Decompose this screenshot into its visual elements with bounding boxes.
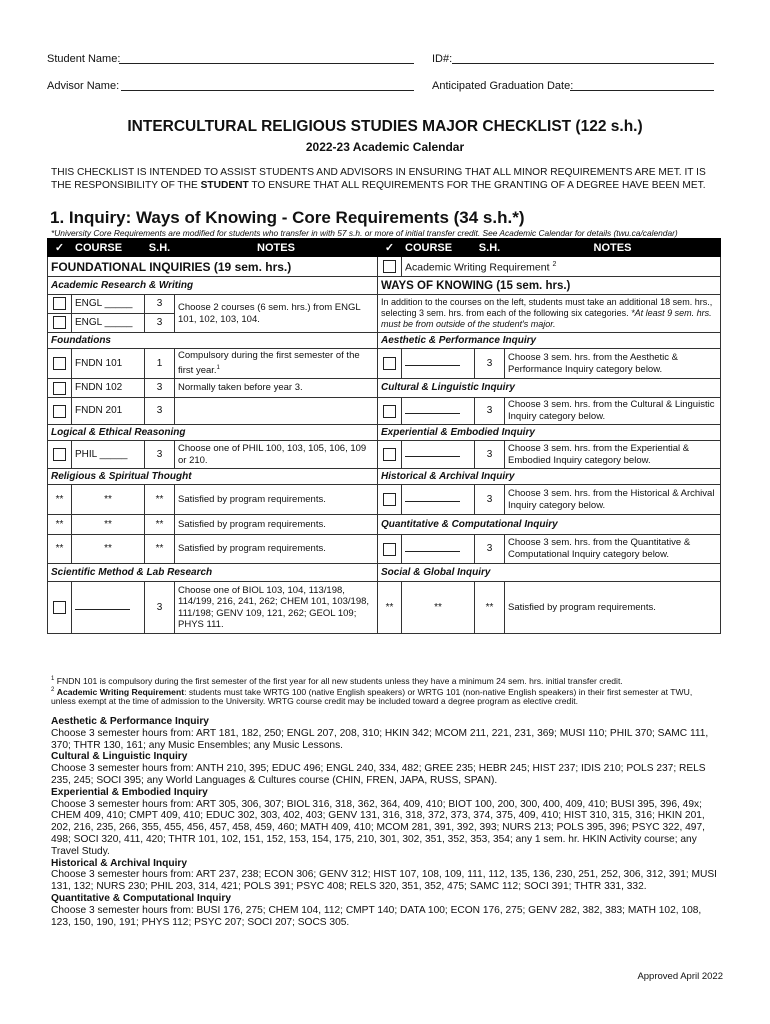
engl1-check[interactable] (48, 295, 72, 314)
academic-rw-heading: Academic Research & Writing (48, 277, 378, 295)
wok-note (378, 295, 721, 333)
fndn201-check[interactable] (48, 398, 72, 425)
religious-2-check: ** (48, 515, 72, 535)
id-label: ID#: (432, 53, 453, 65)
course-blank[interactable] (405, 357, 460, 366)
social-sh: ** (475, 582, 505, 634)
quantitative-note: Choose 3 sem. hrs. from the Quantitative & Computational Inquiry category below. (505, 535, 721, 564)
historical-note: Choose 3 sem. hrs. from the Historical & Archival Inquiry category below. (505, 485, 721, 515)
social-note: Satisfied by program requirements. (505, 582, 721, 634)
experiential-check[interactable] (378, 441, 402, 469)
course-blank[interactable] (405, 493, 460, 502)
cultural-check[interactable] (378, 398, 402, 425)
footnote-2-marker: 2 (51, 687, 55, 693)
approved-date: Approved April 2022 (637, 971, 723, 982)
engl-note: Choose 2 courses (6 sem. hrs.) from ENGL 101, 102, 103, 104. (175, 295, 378, 333)
category-text: Choose 3 semester hours from: ART 237, 238; ECON 306; GENV 312; HIST 107, 108, 109, 111, 112, 135, 136, 230, 251, 252, 306, 312, 391; MUSI 131, 132; NURS 230; PHIL 203, 314, 421; POLS 391; PSYC 408; RELS 320, 351, 352, 475; SAMC 112; SOCI 391; THTR 331, 332. (51, 869, 717, 893)
social-course: ** (402, 582, 475, 634)
phil-check[interactable] (48, 441, 72, 469)
course-blank[interactable] (405, 543, 460, 552)
intro-line-1: THIS CHECKLIST IS INTENDED TO ASSIST STUDENTS AND ADVISORS IN ENSURING THAT ALL MINOR REQUIREMENTS ARE MET. IT IS (51, 167, 706, 178)
religious-2-note: Satisfied by program requirements. (175, 515, 378, 535)
checkbox[interactable] (53, 405, 66, 418)
religious-2-course: ** (72, 515, 145, 535)
requirements-table (47, 238, 721, 634)
scientific-note: Choose one of BIOL 103, 104, 113/198, 114/199, 216, 241, 262; CHEM 101, 103/198, 111/198; GENV 109, 121, 262; GEOL 109; PHYS 111. (175, 582, 378, 634)
category-name: Aesthetic & Performance Inquiry (51, 716, 209, 727)
quantitative-heading: Quantitative & Computational Inquiry (378, 515, 721, 535)
checkbox[interactable] (383, 405, 396, 418)
foundational-heading: FOUNDATIONAL INQUIRIES (19 sem. hrs.) (48, 257, 378, 277)
cultural-note: Choose 3 sem. hrs. from the Cultural & Linguistic Inquiry category below. (505, 398, 721, 425)
engl2-course[interactable]: ENGL _____ (72, 314, 145, 333)
category-historical (51, 858, 721, 893)
quantitative-sh: 3 (475, 535, 505, 564)
social-check: ** (378, 582, 402, 634)
checkbox[interactable] (53, 448, 66, 461)
awr-row-check[interactable] (378, 257, 402, 277)
student-name-label: Student Name: (47, 53, 121, 65)
fndn102-sh: 3 (145, 379, 175, 398)
category-name: Historical & Archival Inquiry (51, 857, 188, 869)
awr-footnote-marker: 2 (552, 261, 557, 269)
checkbox[interactable] (53, 316, 66, 329)
section-1-note: *University Core Requirements are modified for students who transfer in with 57 s.h. or more of initial transfer credit. See Academic Calendar for details (twu.ca/calendar) (51, 228, 678, 238)
category-cultural (51, 751, 721, 786)
religious-3-note: Satisfied by program requirements. (175, 535, 378, 564)
scientific-check[interactable] (48, 582, 72, 634)
experiential-course[interactable] (402, 441, 475, 469)
aesthetic-sh: 3 (475, 349, 505, 379)
checkbox[interactable] (53, 601, 66, 614)
category-experiential (51, 787, 721, 858)
intro-line-2 (51, 180, 731, 193)
aesthetic-note: Choose 3 sem. hrs. from the Aesthetic & Performance Inquiry category below. (505, 349, 721, 379)
category-text: Choose 3 semester hours from: ANTH 210, 395; EDUC 496; ENGL 240, 334, 482; GREE 235; HEBR 245; HIST 237; IDIS 210; POLS 237; RELS 235, 245; SOCI 395; any World Languages & Cultures course (CHIN, FREN, JAPA, RUSS, SPAN). (51, 763, 706, 786)
quantitative-check[interactable] (378, 535, 402, 564)
check-col-header: ✓ (48, 239, 72, 257)
footnote-2-text: : students must take WRTG 100 (native English speakers) or WRTG 101 (non-native English speakers) in their first semester at TWU, (184, 686, 693, 697)
intro-text-student: STUDENT (200, 179, 249, 191)
checkbox[interactable] (53, 382, 66, 395)
engl2-sh: 3 (145, 314, 175, 333)
intro-paragraph (51, 167, 731, 192)
graduation-date-label: Anticipated Graduation Date: (432, 80, 574, 92)
fndn101-note-cell (175, 349, 378, 379)
page-subtitle: 2022-23 Academic Calendar (305, 140, 465, 154)
category-name: Cultural & Linguistic Inquiry (51, 751, 188, 763)
notes-col-header: NOTES (175, 239, 378, 257)
footnote-2-line-2: unless exempt at the time of admission to the University. WRTG course credit may be included toward a degree program as elective credit. (51, 696, 579, 706)
religious-3-sh: ** (145, 535, 175, 564)
fndn201-sh: 3 (145, 398, 175, 425)
engl1-sh: 3 (145, 295, 175, 314)
historical-sh: 3 (475, 485, 505, 515)
fndn102-note: Normally taken before year 3. (175, 379, 378, 398)
scientific-sh: 3 (145, 582, 175, 634)
scientific-course[interactable] (72, 582, 145, 634)
cultural-heading: Cultural & Linguistic Inquiry (378, 379, 721, 398)
course-col-header-right: COURSE (402, 239, 475, 257)
religious-1-course: ** (72, 485, 145, 515)
logical-heading: Logical & Ethical Reasoning (48, 425, 378, 441)
awr-cell (402, 257, 721, 277)
quantitative-course[interactable] (402, 535, 475, 564)
religious-1-check: ** (48, 485, 72, 515)
category-list (51, 716, 721, 928)
footnote-2-bold: Academic Writing Requirement (56, 686, 185, 697)
wok-note-text: In addition to the courses on the left, students must take an additional 18 sem. hrs., selecting 3 sem. hrs. from each of the following six categories. (381, 297, 713, 318)
religious-heading: Religious & Spiritual Thought (48, 469, 378, 485)
experiential-sh: 3 (475, 441, 505, 469)
religious-3-check: ** (48, 535, 72, 564)
page-title: INTERCULTURAL RELIGIOUS STUDIES MAJOR CHECKLIST (122 s.h.) (127, 118, 643, 135)
wok-note-italic: *At least 9 sem. hrs. must be from outside of the student's major. (381, 308, 712, 329)
fndn102-course: FNDN 102 (72, 379, 145, 398)
aesthetic-heading: Aesthetic & Performance Inquiry (378, 333, 721, 349)
checkbox[interactable] (53, 297, 66, 310)
sh-col-header-right: S.H. (475, 239, 505, 257)
fndn201-course: FNDN 201 (72, 398, 145, 425)
category-text: Choose 3 semester hours from: BUSI 176, 275; CHEM 104, 112; CMPT 140; DATA 100; ECON 176, 275; GENV 282, 382, 383; MATH 102, 108, 123, 150, 190, 191; PHYS 112; PSYC 207; SOCI 207; SOCS 305. (51, 904, 702, 928)
religious-1-note: Satisfied by program requirements. (175, 485, 378, 515)
fndn101-note: Compulsory during the first semester of the first year. (178, 350, 360, 377)
id-field[interactable] (452, 63, 714, 64)
phil-sh: 3 (145, 441, 175, 469)
social-heading: Social & Global Inquiry (378, 564, 721, 582)
historical-heading: Historical & Archival Inquiry (378, 469, 721, 485)
checkbox[interactable] (383, 448, 396, 461)
fndn101-footnote-marker: 1 (216, 365, 220, 371)
notes-col-header-right: NOTES (505, 239, 721, 257)
phil-course[interactable]: PHIL _____ (72, 441, 145, 469)
course-blank[interactable] (405, 448, 460, 457)
scientific-heading: Scientific Method & Lab Research (48, 564, 378, 582)
category-name: Quantitative & Computational Inquiry (51, 892, 231, 904)
checkbox[interactable] (383, 357, 396, 370)
aesthetic-check[interactable] (378, 349, 402, 379)
category-quantitative (51, 893, 721, 928)
cultural-course[interactable] (402, 398, 475, 425)
advisor-name-label: Advisor Name: (47, 80, 120, 92)
checkbox[interactable] (383, 260, 396, 273)
engl1-course[interactable]: ENGL _____ (72, 295, 145, 314)
experiential-heading: Experiential & Embodied Inquiry (378, 425, 721, 441)
student-name-field[interactable] (119, 63, 414, 64)
graduation-date-field[interactable] (570, 90, 714, 91)
fndn101-course: FNDN 101 (72, 349, 145, 379)
fndn101-check[interactable] (48, 349, 72, 379)
table-header (48, 239, 721, 257)
intro-text-a: THE RESPONSIBILITY OF THE (51, 179, 201, 191)
footnote-1-text: FNDN 101 is compulsory during the first semester of the first year for all new students unless they have a minimum 24 sem. hrs. initial transfer credit. (56, 675, 623, 686)
category-aesthetic (51, 716, 721, 751)
course-blank[interactable] (405, 405, 460, 414)
section-1-title: 1. Inquiry: Ways of Knowing - Core Requirements (34 s.h.*) (50, 208, 525, 227)
historical-course[interactable] (402, 485, 475, 515)
checkbox[interactable] (383, 493, 396, 506)
fndn101-sh: 1 (145, 349, 175, 379)
footnote-1-marker: 1 (51, 676, 55, 682)
awr-label: Academic Writing Requirement (405, 261, 550, 274)
check-col-header-right: ✓ (378, 239, 402, 257)
aesthetic-course[interactable] (402, 349, 475, 379)
historical-check[interactable] (378, 485, 402, 515)
religious-1-sh: ** (145, 485, 175, 515)
phil-note: Choose one of PHIL 100, 103, 105, 106, 109 or 210. (175, 441, 378, 469)
intro-text-c: TO ENSURE THAT ALL REQUIREMENTS FOR THE GRANTING OF A DEGREE HAVE BEEN MET. (248, 179, 706, 191)
ways-of-knowing-heading: WAYS OF KNOWING (15 sem. hrs.) (378, 277, 721, 295)
sh-col-header: S.H. (145, 239, 175, 257)
checkbox[interactable] (53, 357, 66, 370)
course-col-header: COURSE (72, 239, 145, 257)
course-blank[interactable] (75, 601, 130, 610)
engl2-check[interactable] (48, 314, 72, 333)
fndn201-note (175, 398, 378, 425)
foundations-heading: Foundations (48, 333, 378, 349)
category-name: Experiential & Embodied Inquiry (51, 786, 208, 798)
cultural-sh: 3 (475, 398, 505, 425)
category-text: Choose 3 semester hours from: ART 181, 182, 250; ENGL 207, 208, 310; HKIN 342; MCOM 211, 221, 231, 369; MUSI 110; PHIL 370; SAMC 111, 370; THTR 130, 161; any Music Ensembles; any Music Lessons. (51, 727, 709, 751)
advisor-name-field[interactable] (121, 90, 414, 91)
category-text: Choose 3 semester hours from: ART 305, 306, 307; BIOL 316, 318, 362, 364, 409, 410; BIOT 100, 200, 300, 400, 409, 410; BUSI 395, 396, 49x; CHEM 409, 410; CMPT 409, 410; EDUC 302, 303, 402, 403; GENV 131, 316, 318, 372, 373, 374, 375, 409, 410; HIST 310, 315, 316; HKIN 201, 202, 216, 235, 266, 355, 455, 456, 457, 458, 459, 460; MATH 409, 410; MCOM 281, 391, 392, 393; NURS 213; POLS 395, 396; PSYC 322, 497, 498; SOCI 320, 411, 420; THTR 101, 102, 151, 152, 153, 154, 175, 210, 301, 302, 351, 352, 353, 354; any 1 sem. hr. HKIN Activity course; any Travel Study. (51, 798, 705, 857)
checkbox[interactable] (383, 543, 396, 556)
fndn102-check[interactable] (48, 379, 72, 398)
religious-2-sh: ** (145, 515, 175, 535)
experiential-note: Choose 3 sem. hrs. from the Experiential & Embodied Inquiry category below. (505, 441, 721, 469)
religious-3-course: ** (72, 535, 145, 564)
